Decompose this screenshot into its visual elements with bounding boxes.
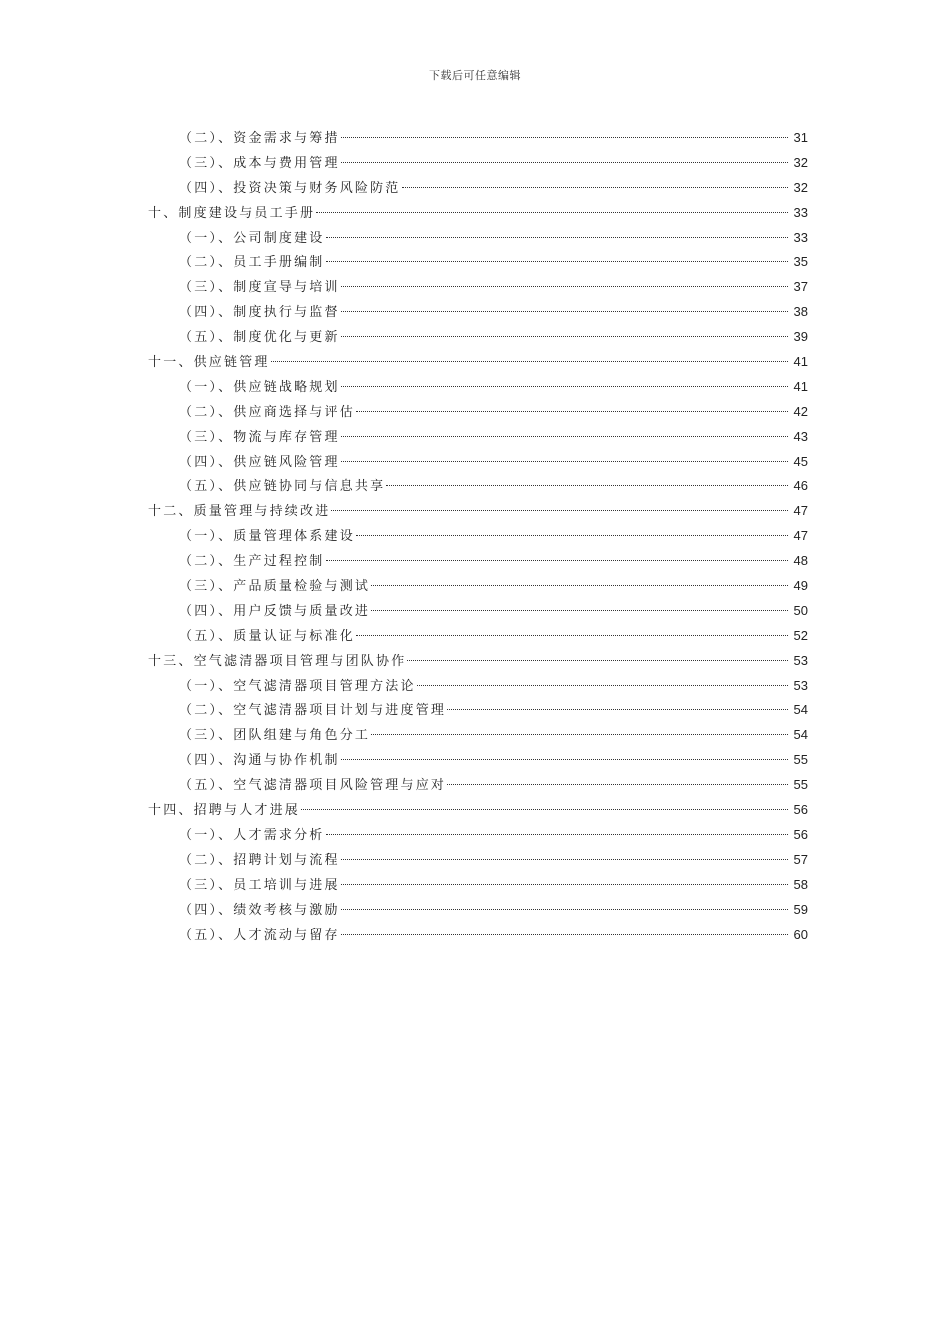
toc-dot-leader [371,734,788,735]
toc-section-entry[interactable] [148,748,808,773]
toc-page-number: 60 [793,926,808,942]
toc-page-number: 59 [793,901,808,917]
toc-entry-title: 十、制度建设与员工手册 [148,205,316,221]
toc-section-entry[interactable] [148,599,808,624]
toc-page-number: 47 [793,528,808,544]
toc-dot-leader [341,386,788,387]
toc-entry-title: （一）、人才需求分析 [179,827,325,843]
toc-page-number: 46 [793,478,808,494]
toc-dot-leader [341,336,788,337]
toc-entry-title: （一）、供应链战略规划 [179,379,340,395]
toc-entry-title: （四）、投资决策与财务风险防范 [179,180,401,196]
toc-page-number: 42 [793,403,808,419]
toc-page-number: 56 [793,826,808,842]
toc-dot-leader [341,759,788,760]
toc-page-number: 55 [793,752,808,768]
toc-section-entry[interactable] [148,723,808,748]
toc-page-number: 32 [793,179,808,195]
toc-dot-leader [341,436,788,437]
toc-section-entry[interactable] [148,425,808,450]
toc-entry-title: （四）、绩效考核与激励 [179,902,340,918]
toc-entry-title: （二）、空气滤清器项目计划与进度管理 [179,703,447,719]
toc-section-entry[interactable] [148,674,808,699]
toc-section-entry[interactable] [148,524,808,549]
toc-dot-leader [301,809,788,810]
toc-section-entry[interactable] [148,375,808,400]
toc-chapter-entry[interactable] [148,798,808,823]
toc-chapter-entry[interactable] [148,649,808,674]
toc-dot-leader [356,411,788,412]
toc-section-entry[interactable] [148,176,808,201]
toc-section-entry[interactable] [148,151,808,176]
toc-dot-leader [331,510,788,511]
toc-entry-title: （三）、成本与费用管理 [179,155,340,171]
toc-page-number: 50 [793,602,808,618]
toc-dot-leader [341,934,788,935]
toc-page-number: 32 [793,154,808,170]
toc-section-entry[interactable] [148,325,808,350]
toc-page-number: 52 [793,627,808,643]
toc-page-number: 54 [793,727,808,743]
toc-section-entry[interactable] [148,400,808,425]
toc-dot-leader [447,709,788,710]
toc-page-number: 37 [793,279,808,295]
toc-section-entry[interactable] [148,624,808,649]
toc-section-entry[interactable] [148,773,808,798]
toc-page-number: 31 [793,130,808,145]
toc-entry-title: （四）、沟通与协作机制 [179,753,340,769]
toc-section-entry[interactable] [148,300,808,325]
toc-dot-leader [371,585,788,586]
toc-entry-title: （五）、空气滤清器项目风险管理与应对 [179,778,447,794]
toc-dot-leader [341,311,788,312]
toc-section-entry[interactable] [148,126,808,151]
toc-entry-title: （二）、供应商选择与评估 [179,404,355,420]
toc-entry-title: （三）、员工培训与进展 [179,877,340,893]
toc-entry-title: （三）、制度宣导与培训 [179,280,340,296]
toc-entry-title: （二）、生产过程控制 [179,554,325,570]
toc-section-entry[interactable] [148,698,808,723]
toc-section-entry[interactable] [148,873,808,898]
toc-entry-title: 十四、招聘与人才进展 [148,803,301,819]
toc-section-entry[interactable] [148,226,808,251]
toc-entry-title: 十一、供应链管理 [148,355,270,371]
page-header: 下载后可任意编辑 [429,69,521,82]
toc-dot-leader [341,286,788,287]
toc-section-entry[interactable] [148,848,808,873]
toc-page-number: 39 [793,329,808,345]
toc-entry-title: （五）、制度优化与更新 [179,330,340,346]
toc-dot-leader [341,859,788,860]
toc-entry-title: （四）、用户反馈与质量改进 [179,603,371,619]
table-of-contents [148,126,808,947]
toc-section-entry[interactable] [148,574,808,599]
toc-dot-leader [356,535,788,536]
toc-section-entry[interactable] [148,450,808,475]
toc-page-number: 38 [793,304,808,320]
toc-chapter-entry[interactable] [148,499,808,524]
toc-page-number: 41 [793,354,808,370]
toc-page-number: 54 [793,702,808,718]
toc-page-number: 43 [793,428,808,444]
toc-dot-leader [326,560,788,561]
toc-entry-title: 十二、质量管理与持续改进 [148,504,331,520]
toc-dot-leader [326,237,788,238]
toc-dot-leader [356,635,788,636]
toc-page-number: 53 [793,677,808,693]
toc-entry-title: （五）、人才流动与留存 [179,927,340,943]
toc-page-number: 49 [793,578,808,594]
toc-dot-leader [326,834,788,835]
toc-entry-title: （二）、招聘计划与流程 [179,852,340,868]
toc-dot-leader [341,909,788,910]
toc-page-number: 47 [793,503,808,519]
toc-dot-leader [341,884,788,885]
toc-dot-leader [341,461,788,462]
toc-entry-title: （四）、制度执行与监督 [179,305,340,321]
toc-entry-title: （一）、空气滤清器项目管理方法论 [179,678,416,694]
toc-section-entry[interactable] [148,923,808,948]
toc-dot-leader [326,261,788,262]
toc-chapter-entry[interactable] [148,201,808,226]
toc-entry-title: （三）、物流与库存管理 [179,429,340,445]
toc-dot-leader [417,685,788,686]
toc-page-number: 53 [793,652,808,668]
toc-entry-title: 十三、空气滤清器项目管理与团队协作 [148,653,407,669]
toc-page-number: 48 [793,553,808,569]
toc-entry-title: （一）、公司制度建设 [179,230,325,246]
toc-entry-title: （四）、供应链风险管理 [179,454,340,470]
toc-dot-leader [371,610,788,611]
toc-dot-leader [341,162,788,163]
toc-dot-leader [447,784,788,785]
toc-section-entry[interactable] [148,823,808,848]
toc-dot-leader [402,187,788,188]
toc-entry-title: （五）、供应链协同与信息共享 [179,479,386,495]
toc-page-number: 55 [793,777,808,793]
toc-dot-leader [407,660,788,661]
toc-dot-leader [386,485,788,486]
toc-entry-title: （二）、员工手册编制 [179,255,325,271]
toc-entry-title: （三）、团队组建与角色分工 [179,728,371,744]
toc-page-number: 33 [793,229,808,245]
toc-page-number: 58 [793,876,808,892]
toc-page-number: 45 [793,453,808,469]
toc-page-number: 56 [793,802,808,818]
toc-page-number: 35 [793,254,808,270]
toc-entry-title: （二）、资金需求与筹措 [179,131,340,146]
toc-entry-title: （一）、质量管理体系建设 [179,529,355,545]
toc-dot-leader [316,212,788,213]
toc-page-number: 57 [793,851,808,867]
toc-section-entry[interactable] [148,474,808,499]
toc-entry-title: （三）、产品质量检验与测试 [179,579,371,595]
toc-section-entry[interactable] [148,275,808,300]
toc-page-number: 33 [793,204,808,220]
toc-dot-leader [271,361,788,362]
toc-entry-title: （五）、质量认证与标准化 [179,628,355,644]
toc-section-entry[interactable] [148,898,808,923]
toc-chapter-entry[interactable] [148,350,808,375]
toc-section-entry[interactable] [148,549,808,574]
toc-section-entry[interactable] [148,250,808,275]
toc-page-number: 41 [793,378,808,394]
toc-dot-leader [341,137,788,138]
